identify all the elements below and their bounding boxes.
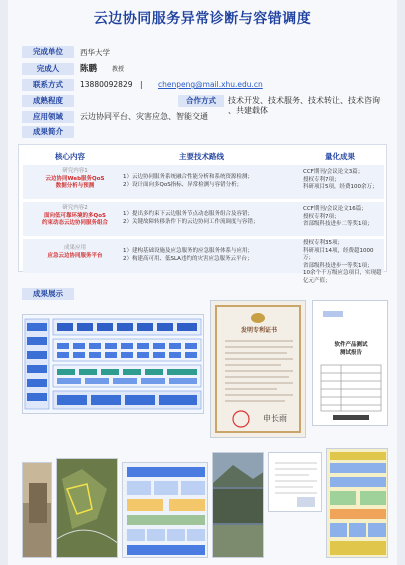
report-table-lines bbox=[313, 301, 388, 426]
row-results bbox=[303, 206, 383, 229]
row-title-line1: 云边协同Web服务QoS bbox=[45, 175, 105, 182]
result-line: 科研项目5项，经费100余万； bbox=[303, 184, 378, 190]
field-photos-image bbox=[212, 452, 264, 558]
row-tag: 研究内容1 bbox=[62, 168, 88, 174]
row-core bbox=[31, 168, 119, 191]
test-report-image bbox=[312, 300, 388, 426]
result-line: CCF期刊/会议论文16篇； bbox=[303, 206, 367, 212]
contact-label: 联系方式 bbox=[22, 79, 74, 91]
row-title-line1: 面向低可靠环境的多QoS bbox=[44, 212, 106, 219]
tech-line: 2）构建高可用、低SLA违约的灾害应急服务云平台； bbox=[123, 255, 253, 262]
row-core bbox=[31, 245, 119, 260]
architecture-poster-graphic bbox=[327, 449, 388, 558]
maturity-label: 成熟程度 bbox=[22, 95, 74, 107]
table-row bbox=[23, 165, 384, 199]
result-line: 10余个千万级应急项目，实现超亿元产值； bbox=[303, 270, 382, 284]
showcase-label: 成果展示 bbox=[22, 288, 74, 300]
unit-value: 西华大学 bbox=[80, 48, 110, 57]
result-line: 授权专利7项； bbox=[303, 176, 340, 183]
table-row bbox=[23, 202, 384, 236]
patent-certificate-image bbox=[210, 300, 306, 438]
row-core bbox=[31, 205, 119, 228]
field-photos-graphic bbox=[213, 453, 264, 558]
row-title-line2: 数据分析与预测 bbox=[55, 183, 95, 189]
coop-value-line1: 技术开发、技术服务、技术转让、技术咨询 bbox=[228, 96, 380, 105]
architecture-diagram-graphic bbox=[23, 315, 204, 414]
row-title-line1: 应急云边协同服务平台 bbox=[47, 252, 103, 259]
results-table bbox=[18, 144, 387, 284]
poster-page bbox=[8, 0, 397, 565]
phone-value: 13880092829 bbox=[80, 80, 133, 89]
document-scan-graphic bbox=[269, 453, 322, 512]
row-tag: 成果应用 bbox=[63, 245, 86, 251]
architecture-poster-image bbox=[326, 448, 388, 558]
field-label: 应用领域 bbox=[22, 111, 74, 123]
tech-line: 2）关键故障转移条件下的云边协同工作流调度与容错； bbox=[123, 218, 259, 225]
map-graphic bbox=[57, 459, 118, 558]
document-scan-image bbox=[268, 452, 322, 512]
page-title: 云边协同服务异常诊断与容错调度 bbox=[93, 11, 312, 27]
map-screenshot-image bbox=[56, 458, 118, 558]
tech-line: 1）建构基础设施及应急服务的应急服务体系与应用； bbox=[123, 248, 254, 254]
table-header-tech: 主要技术路线 bbox=[179, 152, 224, 161]
result-line: CCF期刊/会议论文3篇； bbox=[303, 169, 364, 175]
row-results bbox=[303, 169, 383, 192]
row-tag: 研究内容2 bbox=[62, 205, 88, 211]
certificate-text-lines bbox=[211, 301, 306, 438]
system-diagram-image bbox=[122, 462, 208, 558]
report-title-line2: 测试报告 bbox=[339, 350, 362, 356]
result-line: 省部级科技进步二等奖1项； bbox=[303, 221, 373, 227]
person-name: 陈鹏 bbox=[80, 64, 98, 74]
row-results bbox=[303, 240, 383, 285]
row-tech bbox=[123, 211, 299, 226]
result-line: 省部级科技进步一等奖1项； bbox=[303, 262, 373, 269]
person-title: 教授 bbox=[112, 66, 125, 73]
report-title-line1: 软件产品测试 bbox=[334, 342, 368, 348]
site-photo-image bbox=[22, 462, 52, 558]
result-line: 授权专利35项； bbox=[303, 240, 343, 246]
row-tech bbox=[123, 248, 299, 263]
email-link[interactable]: chenpeng@mail.xhu.edu.cn bbox=[158, 80, 263, 89]
field-value: 云边协同平台、灾害应急、智能交通 bbox=[80, 112, 208, 121]
unit-label: 完成单位 bbox=[22, 46, 74, 58]
architecture-diagram-image bbox=[22, 314, 204, 414]
row-tech bbox=[123, 174, 299, 189]
coop-value-line2: 、共建载体 bbox=[228, 106, 268, 115]
person-label: 完成人 bbox=[22, 63, 74, 75]
row-title-line2: 约束动态云边协同服务组合 bbox=[41, 220, 108, 226]
result-line: 授权专利7项； bbox=[303, 213, 340, 220]
intro-label: 成果简介 bbox=[22, 126, 74, 138]
result-line: 科研项目14项，经费超1000万； bbox=[303, 247, 374, 261]
tech-line: 1）云边协同服务系统融合性能分析和系统资源检测； bbox=[123, 174, 254, 180]
table-row bbox=[23, 239, 384, 284]
table-header-results: 量化成果 bbox=[325, 152, 355, 161]
site-photo-graphic bbox=[23, 463, 52, 558]
contact-separator: | bbox=[140, 80, 143, 89]
certificate-title: 发明专利证书 bbox=[240, 327, 277, 334]
tech-line: 2）设计面向多QoS指标、异常检测与容错分析； bbox=[123, 181, 243, 188]
table-header-core: 核心内容 bbox=[55, 152, 85, 161]
certificate-signature: 申长雨 bbox=[263, 414, 287, 423]
coop-label: 合作方式 bbox=[178, 95, 224, 107]
tech-line: 1）提出多约束下云边服务节点动态服务组合及容错； bbox=[123, 211, 254, 217]
system-diagram-graphic bbox=[123, 463, 208, 558]
